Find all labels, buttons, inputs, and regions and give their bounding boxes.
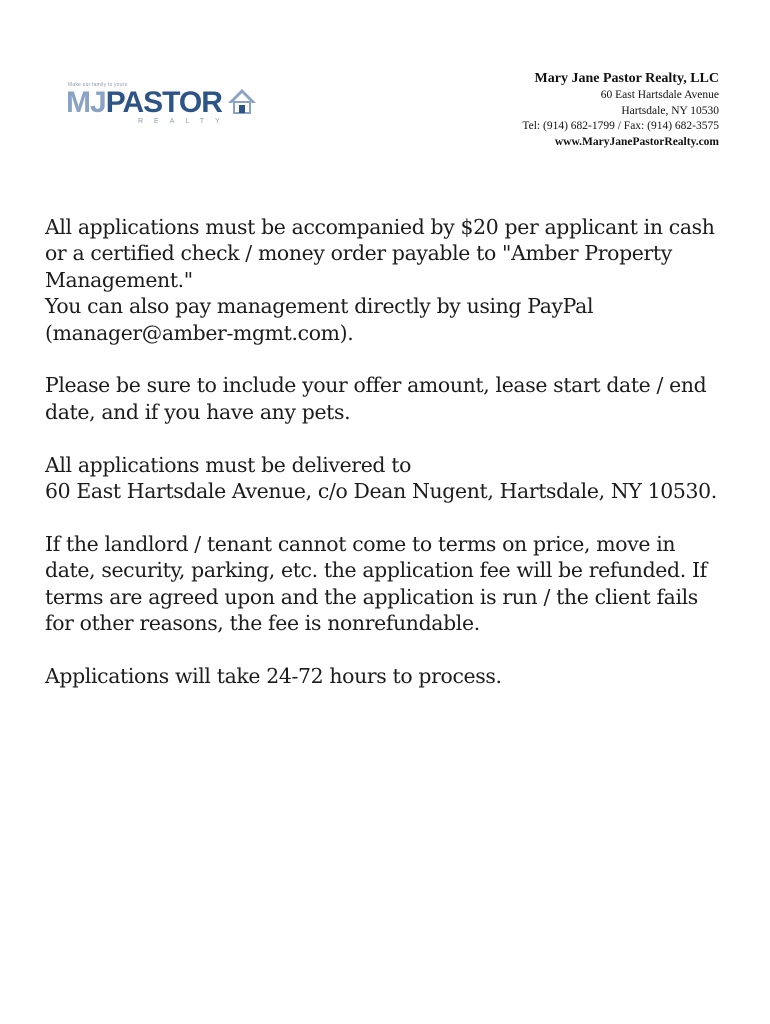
logo-tagline: Make our family to yours bbox=[68, 82, 128, 88]
company-logo bbox=[66, 82, 258, 130]
text-line: If the landlord / tenant cannot come to terms on price, move in bbox=[45, 531, 676, 556]
text-line: Management." bbox=[45, 267, 193, 292]
city-address: Hartsdale, NY 10530 bbox=[621, 104, 719, 117]
street-address: 60 East Hartsdale Avenue bbox=[600, 89, 719, 101]
contact-block bbox=[522, 70, 719, 150]
text-line: All applications must be accompanied by $20 per applicant in cash bbox=[45, 215, 715, 239]
text-line: Please be sure to include your offer amount, lease start date / end bbox=[45, 373, 707, 398]
refund-policy-paragraph bbox=[45, 531, 735, 637]
text-line: or a certified check / money order payable to "Amber Property bbox=[45, 241, 672, 266]
offer-details-paragraph bbox=[45, 372, 735, 425]
logo-mj: MJ bbox=[66, 86, 106, 119]
house-icon bbox=[226, 86, 258, 114]
text-line: You can also pay management directly by using PayPal bbox=[45, 294, 594, 319]
processing-time-paragraph bbox=[45, 663, 735, 689]
text-line: (manager@amber-mgmt.com). bbox=[45, 320, 354, 345]
text-line: All applications must be delivered to bbox=[45, 452, 412, 477]
logo-wordmark bbox=[66, 88, 222, 118]
text-line: date, and if you have any pets. bbox=[45, 399, 351, 424]
website-link[interactable]: www.MaryJanePastorRealty.com bbox=[554, 135, 719, 148]
logo-subtitle: REALTY bbox=[138, 118, 231, 125]
payment-paragraph bbox=[45, 214, 735, 346]
text-line: for other reasons, the fee is nonrefundable. bbox=[45, 611, 480, 636]
company-name: Mary Jane Pastor Realty, LLC bbox=[534, 71, 719, 86]
application-instructions bbox=[45, 214, 735, 716]
text-line: Applications will take 24-72 hours to process. bbox=[45, 663, 502, 688]
text-line: terms are agreed upon and the application is run / the client fails bbox=[45, 584, 698, 609]
text-line: 60 East Hartsdale Avenue, c/o Dean Nugent, Hartsdale, NY 10530. bbox=[45, 479, 717, 504]
delivery-paragraph bbox=[45, 452, 735, 505]
logo-pastor: PASTOR bbox=[105, 86, 222, 119]
text-line: date, security, parking, etc. the application fee will be refunded. If bbox=[45, 558, 707, 583]
phone-fax: Tel: (914) 682-1799 / Fax: (914) 682-3575 bbox=[522, 120, 719, 132]
